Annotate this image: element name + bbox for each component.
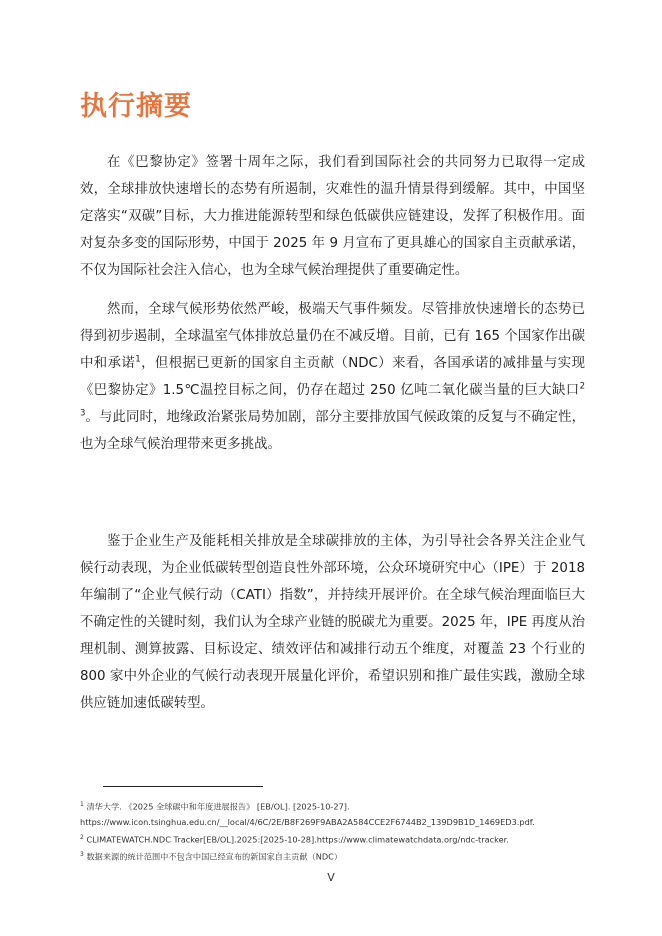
- footnote-1-url: [80, 815, 600, 830]
- paragraph-2-part-c: 。与此同时，地缘政治紧张局势加剧，部分主要排放国气候政策的反复与不确定性，也为全球气候治理带来更多挑战。: [80, 410, 585, 452]
- footnote-divider: [103, 786, 263, 787]
- footnote-2: [80, 830, 600, 848]
- paragraph-1: 在《巴黎协定》签署十周年之际，我们看到国际社会的共同努力已取得一定成效，全球排放快速增长的态势有所遏制，灾难性的温升情景得到缓解。其中，中国坚定落实“双碳”目标，大力推进能源转型和绿色低碳供应链建设，发挥了积极作用。面对复杂多变的国际形势，中国于 2025 年 9 月宣布了更具雄心的国家自主贡献承诺，不仅为国际社会注入信心，也为全球气候治理提供了重要确定性。: [80, 155, 585, 278]
- footnotes: [80, 797, 600, 865]
- footnote-mark: 3: [80, 851, 84, 859]
- paragraph-2-part-b: ，但根据已更新的国家自主贡献（NDC）来看，各国承诺的减排量与实现《巴黎协定》1.5℃温控目标之间，仍存在超过 250 亿吨二氧化碳当量的巨大缺口: [80, 356, 585, 398]
- footnote-text: CLIMATEWATCH.NDC Tracker[EB/OL].2025:[2025-10-28].https://www.climatewatchdata.org/ndc-tracker.: [86, 834, 509, 845]
- footnote-mark: 2: [80, 833, 84, 841]
- page-number: V: [327, 871, 335, 884]
- footnote-mark: 1: [80, 801, 84, 808]
- footnote-text: 数据来源的统计范围中不包含中国已经宣布的新国家自主贡献（NDC）: [86, 852, 343, 863]
- paragraph-3: 鉴于企业生产及能耗相关排放是全球碳排放的主体，为引导社会各界关注企业气候行动表现，为企业低碳转型创造良性外部环境，公众环境研究中心（IPE）于 2018 年编制了“企业气候行动（CATI）指数”，并持续开展评价。在全球气候治理面临巨大不确定性的关键时刻，我们认为全球产业链的脱碳尤为重要。2025 年，IPE 再度从治理机制、测算披露、目标设定、绩效评估和减排行动五个维度，对覆盖 23 个行业的 800 家中外企业的气候行动表现开展量化评价，希望识别和推广最佳实践，激励全球供应链加速低碳转型。: [80, 534, 585, 711]
- section-heading: 执行摘要: [80, 91, 192, 122]
- paragraph-2: [80, 296, 585, 458]
- footnote-ref-2-3: 2 3: [80, 381, 585, 419]
- paragraph-2-part-a: 然而，全球气候形势依然严峻，极端天气事件频发。尽管排放快速增长的态势已得到初步遏制，全球温室气体排放总量仍在不减反增。目前，已有 165 个国家作出碳中和承诺: [80, 302, 585, 371]
- footnote-ref-1: 1: [135, 354, 141, 365]
- footnote-text: https://www.icon.tsinghua.edu.cn/__local/4/6C/2E/B8F269F9ABA2A584CCE2F6744B2_139D9B1D_1469ED3.pdf.: [80, 816, 535, 827]
- footnote-1: [80, 797, 600, 815]
- footnote-3: [80, 847, 600, 865]
- footnote-text: 清华大学. 《2025 全球碳中和年度进展报告》 [EB/OL]. [2025-10-27].: [86, 801, 350, 812]
